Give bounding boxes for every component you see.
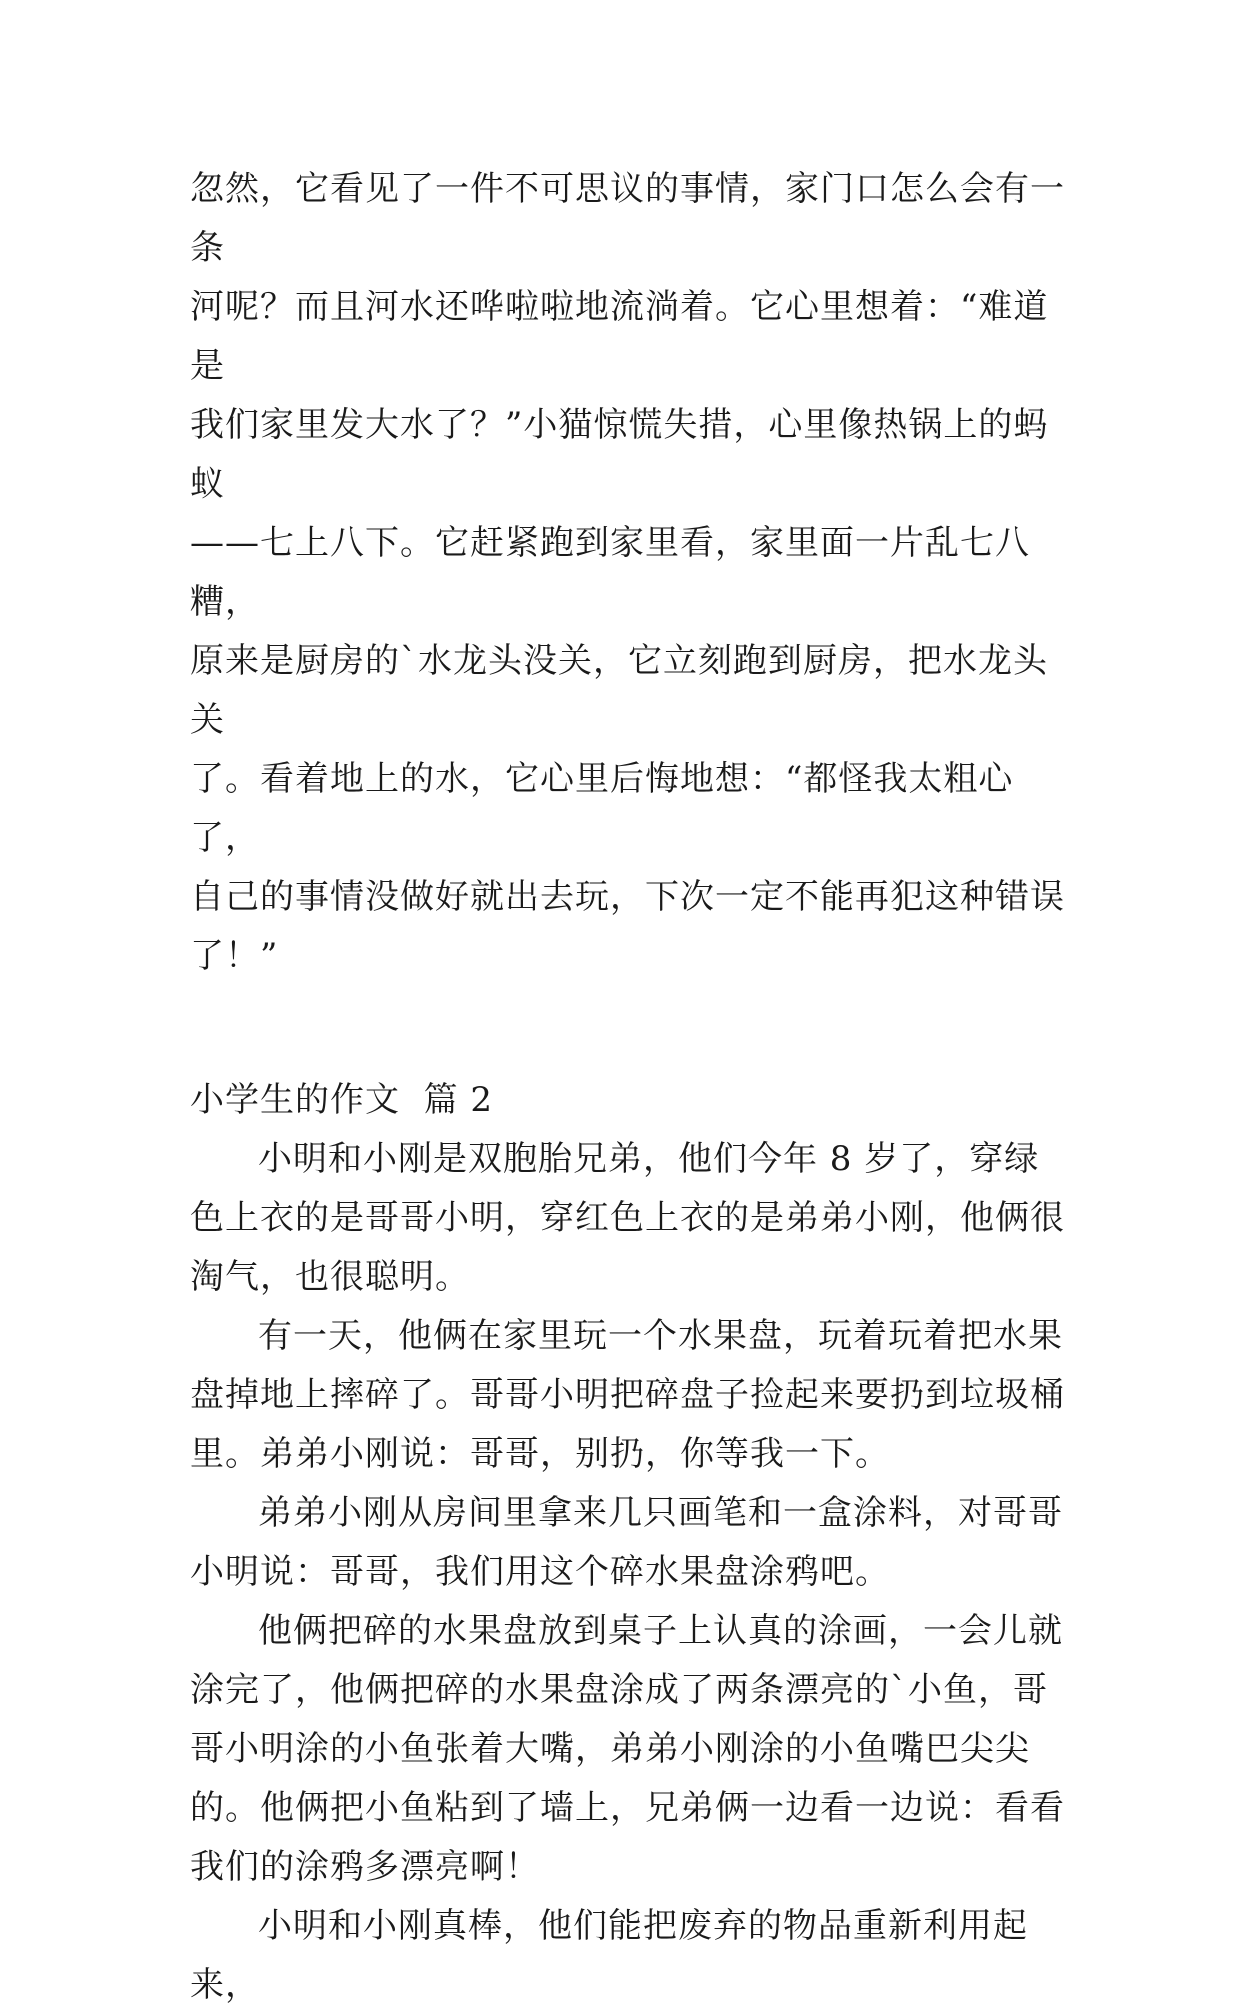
document-body: [190, 160, 1070, 2015]
paragraph: 他俩把碎的水果盘放到桌子上认真的涂画，一会儿就涂完了，他俩把碎的水果盘涂成了两条漂亮的`小鱼，哥哥小明涂的小鱼张着大嘴，弟弟小刚涂的小鱼嘴巴尖尖的。他俩把小鱼粘到了墙上，兄弟俩一边看一边说：看看我们的涂鸦多漂亮啊！: [190, 1611, 1065, 1887]
intro-line: ——七上八下。它赶紧跑到家里看，家里面一片乱七八糟，: [190, 523, 1030, 622]
intro-line: 我们家里发大水了？”小猫惊慌失措，心里像热锅上的蚂蚁: [190, 405, 1049, 504]
intro-line: 原来是厨房的`水龙头没关，它立刻跑到厨房，把水龙头关: [190, 641, 1048, 740]
section-gap: [190, 986, 1070, 1071]
paragraph: 小明和小刚真棒，他们能把废弃的物品重新利用起来，: [190, 1906, 1028, 2005]
intro-line: 了！”: [190, 936, 279, 976]
intro-line: 河呢？而且河水还哗啦啦地流淌着。它心里想着：“难道是: [190, 287, 1049, 386]
intro-line: 了。看着地上的水，它心里后悔地想：“都怪我太粗心了，: [190, 759, 1014, 858]
paragraph: 有一天，他俩在家里玩一个水果盘，玩着玩着把水果盘掉地上摔碎了。哥哥小明把碎盘子捡起来要扔到垃圾桶里。弟弟小刚说：哥哥，别扔，你等我一下。: [190, 1316, 1065, 1474]
paragraph: 小明和小刚是双胞胎兄弟，他们今年 8 岁了，穿绿色上衣的是哥哥小明，穿红色上衣的是弟弟小刚，他俩很淘气，也很聪明。: [190, 1139, 1065, 1297]
paragraph: 弟弟小刚从房间里拿来几只画笔和一盒涂料，对哥哥小明说：哥哥，我们用这个碎水果盘涂鸦吧。: [190, 1493, 1063, 1592]
section-title: 小学生的作文 篇 2: [190, 1080, 494, 1120]
intro-line: 自己的事情没做好就出去玩，下次一定不能再犯这种错误: [190, 877, 1065, 917]
intro-line: 忽然，它看见了一件不可思议的事情，家门口怎么会有一条: [190, 169, 1065, 268]
